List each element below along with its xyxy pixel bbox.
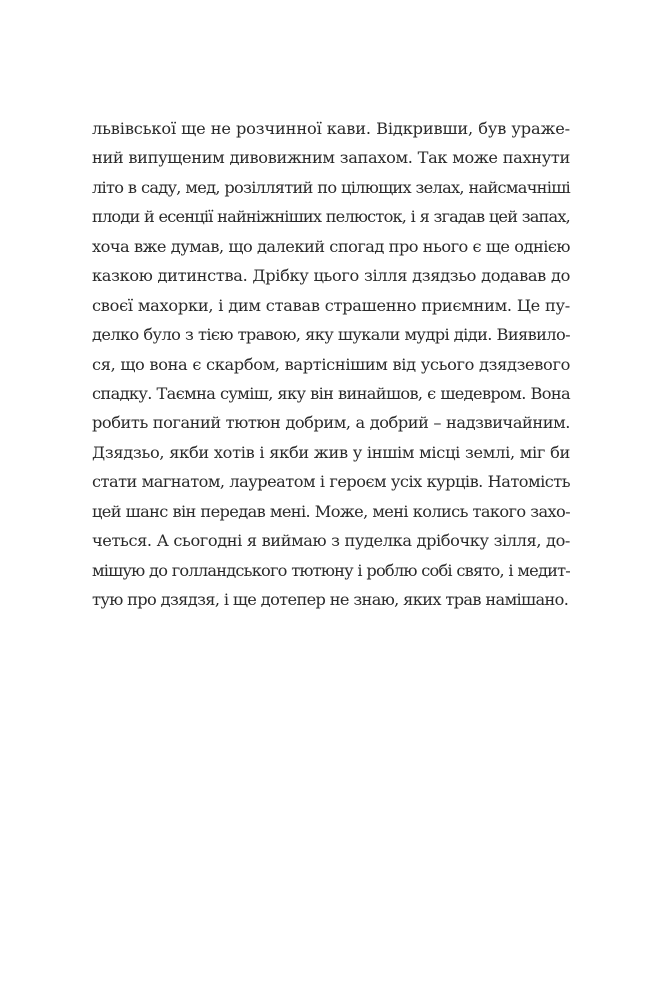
text-line-10: спадку. Таємна суміш, яку він винайшов, є шедевром. Вона [92,383,570,403]
text-line-7: своєї махорки, і дим ставав страшенно приємним. Це пу- [92,295,570,315]
text-line-11: робить поганий тютюн добрим, а добрий – надзвичайним. [92,413,570,433]
text-line-15: четься. А сьогодні я виймаю з пуделка дрібочку зілля, до- [92,531,570,551]
text-line-8: делко було з тією травою, яку шукали мудрі діди. Виявило- [92,325,570,345]
text-line-2: ний випущеним дивовижним запахом. Так може пахнути [92,148,570,168]
text-line-5: хоча вже думав, що далекий спогад про нього є ще однією [92,236,570,256]
text-line-12: Дзядзьо, якби хотів і якби жив у іншім місці землі, міг би [92,442,570,462]
text-line-4: плоди й есенції найніжніших пелюсток, і я згадав цей запах, [92,207,570,227]
text-line-14: цей шанс він передав мені. Може, мені колись такого захо- [92,501,570,521]
text-line-6: казкою дитинства. Дрібку цього зілля дзядзьо додавав до [92,266,570,286]
text-line-13: стати магнатом, лауреатом і героєм усіх курців. Натомість [92,472,570,492]
body-text [92,114,570,614]
text-line-1: львівської ще не розчинної кави. Відкривши, був ураже- [92,119,570,138]
text-line-16: мішую до голландського тютюну і роблю собі свято, і медит- [92,560,570,580]
text-line-3: літо в саду, мед, розіллятий по цілющих зелах, найсмачніші [92,177,570,197]
text-line-9: ся, що вона є скарбом, вартіснішим від усього дзядзевого [92,354,570,374]
text-line-17: тую про дзядзя, і ще дотепер не знаю, яких трав намішано. [92,590,569,609]
